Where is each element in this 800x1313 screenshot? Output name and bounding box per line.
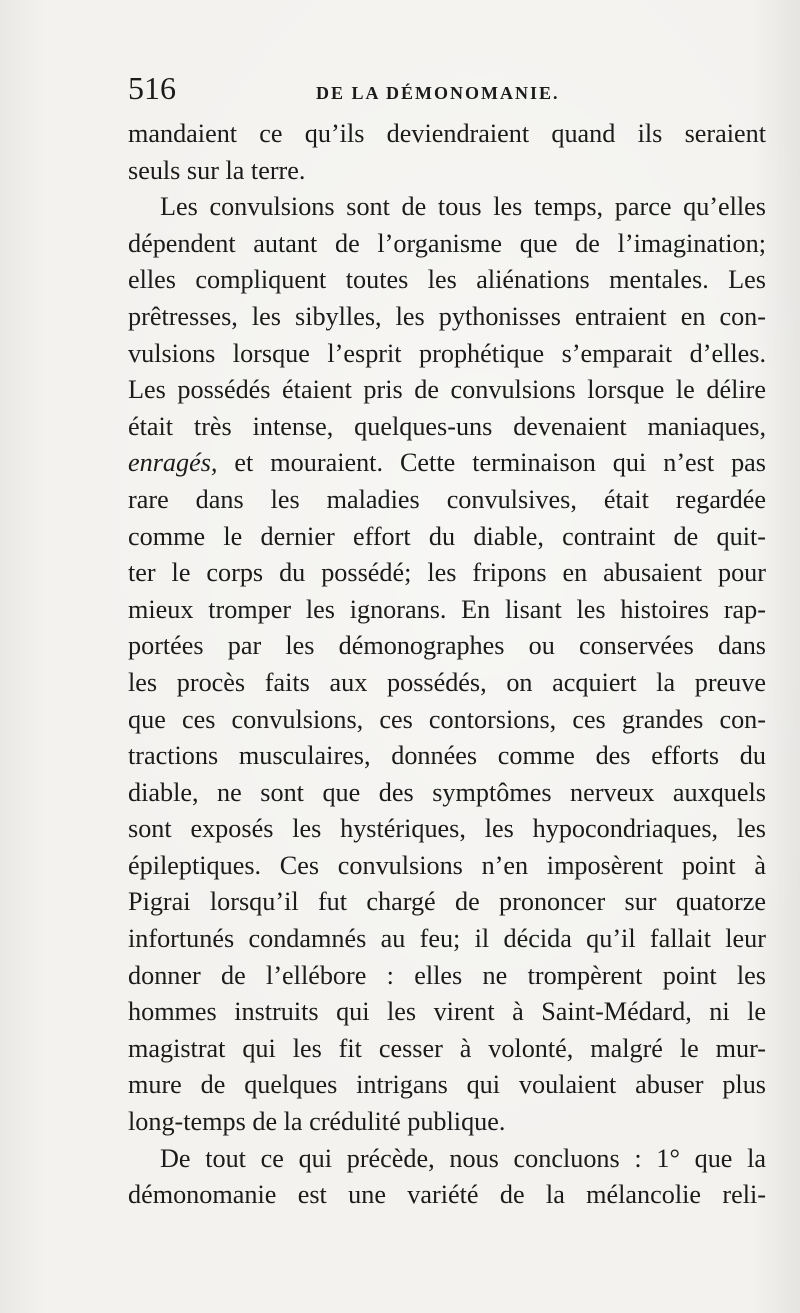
text-line: tractions musculaires, données comme des efforts du xyxy=(128,741,766,771)
text-line-rest: et mouraient. Cette terminaison qui n’est pas xyxy=(217,448,766,478)
text-line: long-temps de la crédulité publique. xyxy=(128,1107,506,1137)
page-header xyxy=(128,70,768,110)
text-line: mure de quelques intrigans qui voulaient abuser plus xyxy=(128,1070,766,1100)
text-line: portées par les démonographes ou conservées dans xyxy=(128,631,766,661)
text-line: était très intense, quelques-uns devenaient maniaques, xyxy=(128,411,766,441)
text-line: magistrat qui les fit cesser à volonté, malgré le mur- xyxy=(128,1033,766,1063)
text-line: seuls sur la terre. xyxy=(128,155,306,185)
text-line: hommes instruits qui les virent à Saint-Médard, ni le xyxy=(128,997,766,1027)
text-line: rare dans les maladies convulsives, était regardée xyxy=(128,484,766,514)
body-text xyxy=(128,116,766,1214)
text-line: mandaient ce qu’ils deviendraient quand ils seraient xyxy=(128,119,766,148)
text-line: démonomanie est une variété de la mélancolie reli- xyxy=(128,1180,766,1210)
text-line: comme le dernier effort du diable, contraint de quit- xyxy=(128,521,766,551)
running-head: DE LA DÉMONOMANIE. xyxy=(316,83,560,103)
text-line: Les convulsions sont de tous les temps, parce qu’elles xyxy=(160,192,766,222)
text-line: De tout ce qui précède, nous concluons : 1° que la xyxy=(160,1143,766,1173)
text-line: les procès faits aux possédés, on acquiert la preuve xyxy=(128,667,766,697)
text-line: infortunés condamnés au feu; il décida qu’il fallait leur xyxy=(128,924,766,954)
text-line: mieux tromper les ignorans. En lisant les histoires rap- xyxy=(128,594,766,624)
text-line: elles compliquent toutes les aliénations mentales. Les xyxy=(128,265,766,295)
text-line: prêtresses, les sibylles, les pythonisses entraient en con- xyxy=(128,301,766,331)
text-line: vulsions lorsque l’esprit prophétique s’emparait d’elles. xyxy=(128,338,766,368)
text-line: sont exposés les hystériques, les hypocondriaques, les xyxy=(128,814,766,844)
text-line xyxy=(128,445,766,482)
text-line: que ces convulsions, ces contorsions, ces grandes con- xyxy=(128,704,766,734)
text-line: épileptiques. Ces convulsions n’en imposèrent point à xyxy=(128,850,766,880)
text-line: Pigrai lorsqu’il fut chargé de prononcer sur quatorze xyxy=(128,887,766,917)
text-line: Les possédés étaient pris de convulsions lorsque le délire xyxy=(128,375,766,405)
text-line: donner de l’ellébore : elles ne trompèrent point les xyxy=(128,960,766,990)
text-line: ter le corps du possédé; les fripons en abusaient pour xyxy=(128,558,766,588)
text-line: diable, ne sont que des symptômes nerveux auxquels xyxy=(128,777,766,807)
text-line: dépendent autant de l’organisme que de l’imagination; xyxy=(128,228,766,258)
page-number: 516 xyxy=(128,70,176,106)
emphasis-word: enragés, xyxy=(128,448,218,478)
